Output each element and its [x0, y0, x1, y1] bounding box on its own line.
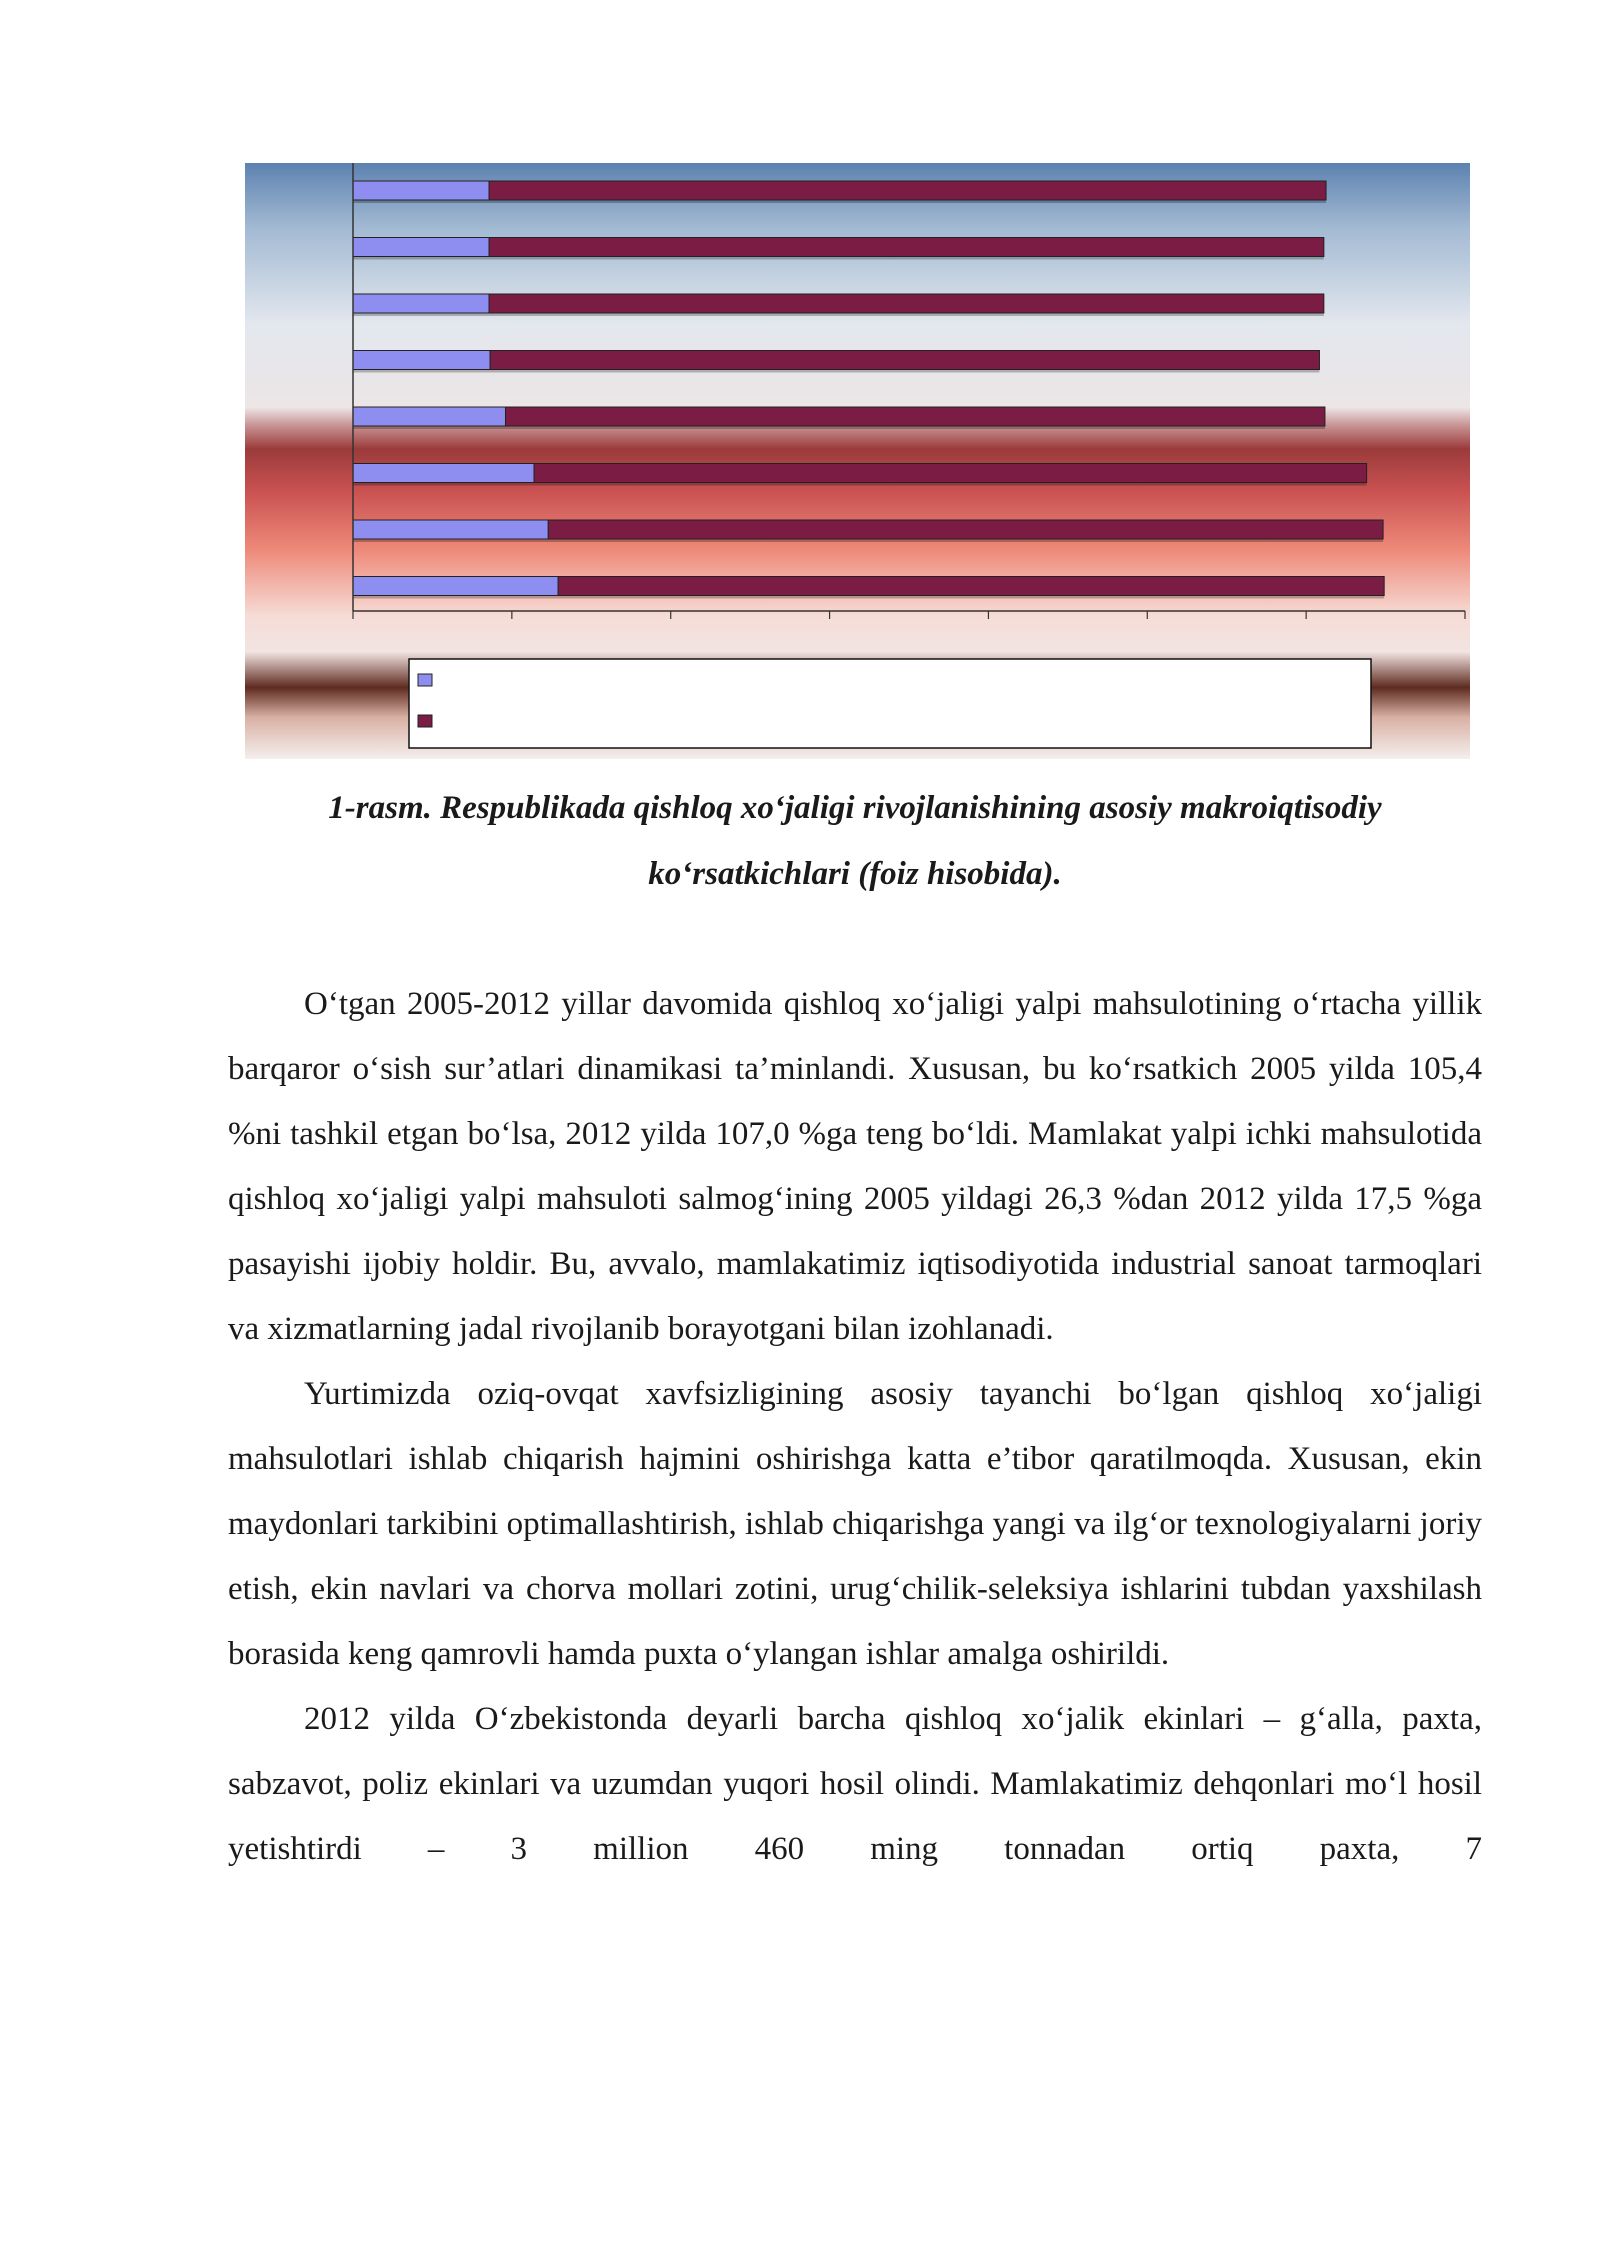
- bar-chart-figure: [245, 163, 1470, 759]
- bar-series-1-row-1: [353, 181, 489, 200]
- body-text: [228, 972, 1482, 1882]
- bar-series-1-row-3: [353, 294, 489, 313]
- figure-caption-line-2: ko‘rsatkichlari (foiz hisobida).: [648, 856, 1062, 892]
- legend-swatch-series-1: [418, 674, 432, 686]
- bar-series-1-row-2: [353, 238, 489, 257]
- bar-series-2-row-5: [505, 407, 1324, 426]
- bar-series-2-row-2: [489, 238, 1324, 257]
- bar-series-2-row-8: [558, 577, 1384, 596]
- legend-swatch-series-2: [418, 715, 432, 727]
- paragraph-3: 2012 yilda O‘zbekistonda deyarli barcha qishloq xo‘jalik ekinlari – g‘alla, paxta, sabzavot, poliz ekinlari va uzumdan yuqori hosil olindi. Mamlakatimiz dehqonlari mo‘l hosil yetishtirdi – 3 million 460 ming tonnadan ortiq paxta, 7: [228, 1701, 1482, 1867]
- bar-series-1-row-7: [353, 520, 548, 539]
- bar-series-1-row-8: [353, 577, 558, 596]
- figure-caption: [225, 775, 1485, 907]
- legend-box: [409, 659, 1371, 748]
- bar-chart: [245, 163, 1470, 759]
- figure-caption-line-1: 1-rasm. Respublikada qishloq xo‘jaligi rivojlanishining asosiy makroiqtisodiy: [328, 790, 1382, 826]
- paragraph-1: O‘tgan 2005-2012 yillar davomida qishloq xo‘jaligi yalpi mahsulotining o‘rtacha yillik barqaror o‘sish sur’atlari dinamikasi ta’minlandi. Xususan, bu ko‘rsatkich 2005 yilda 105,4 %ni tashkil etgan bo‘lsa, 2012 yilda 107,0 %ga teng bo‘ldi. Mamlakat yalpi ichki mahsulotida qishloq xo‘jaligi yalpi mahsuloti salmog‘ining 2005 yildagi 26,3 %dan 2012 yilda 17,5 %ga pasayishi ijobiy holdir. Bu, avvalo, mamlakatimiz iqtisodiyotida industrial sanoat tarmoqlari va xizmatlarning jadal rivojlanib borayotgani bilan izohlanadi.: [228, 986, 1482, 1347]
- bar-series-1-row-4: [353, 351, 490, 370]
- bar-series-2-row-1: [489, 181, 1326, 200]
- bar-series-1-row-5: [353, 407, 505, 426]
- bar-series-2-row-4: [490, 351, 1319, 370]
- bar-series-1-row-6: [353, 464, 534, 483]
- bar-series-2-row-3: [489, 294, 1324, 313]
- bar-series-2-row-6: [534, 464, 1367, 483]
- bar-series-2-row-7: [548, 520, 1383, 539]
- paragraph-2: Yurtimizda oziq-ovqat xavfsizligining asosiy tayanchi bo‘lgan qishloq xo‘jaligi mahsulotlari ishlab chiqarish hajmini oshirishga katta e’tibor qaratilmoqda. Xususan, ekin maydonlari tarkibini optimallashtirish, ishlab chiqarishga yangi va ilg‘or texnologiyalarni joriy etish, ekin navlari va chorva mollari zotini, urug‘chilik-seleksiya ishlarini tubdan yaxshilash borasida keng qamrovli hamda puxta o‘ylangan ishlar amalga oshirildi.: [228, 1376, 1482, 1672]
